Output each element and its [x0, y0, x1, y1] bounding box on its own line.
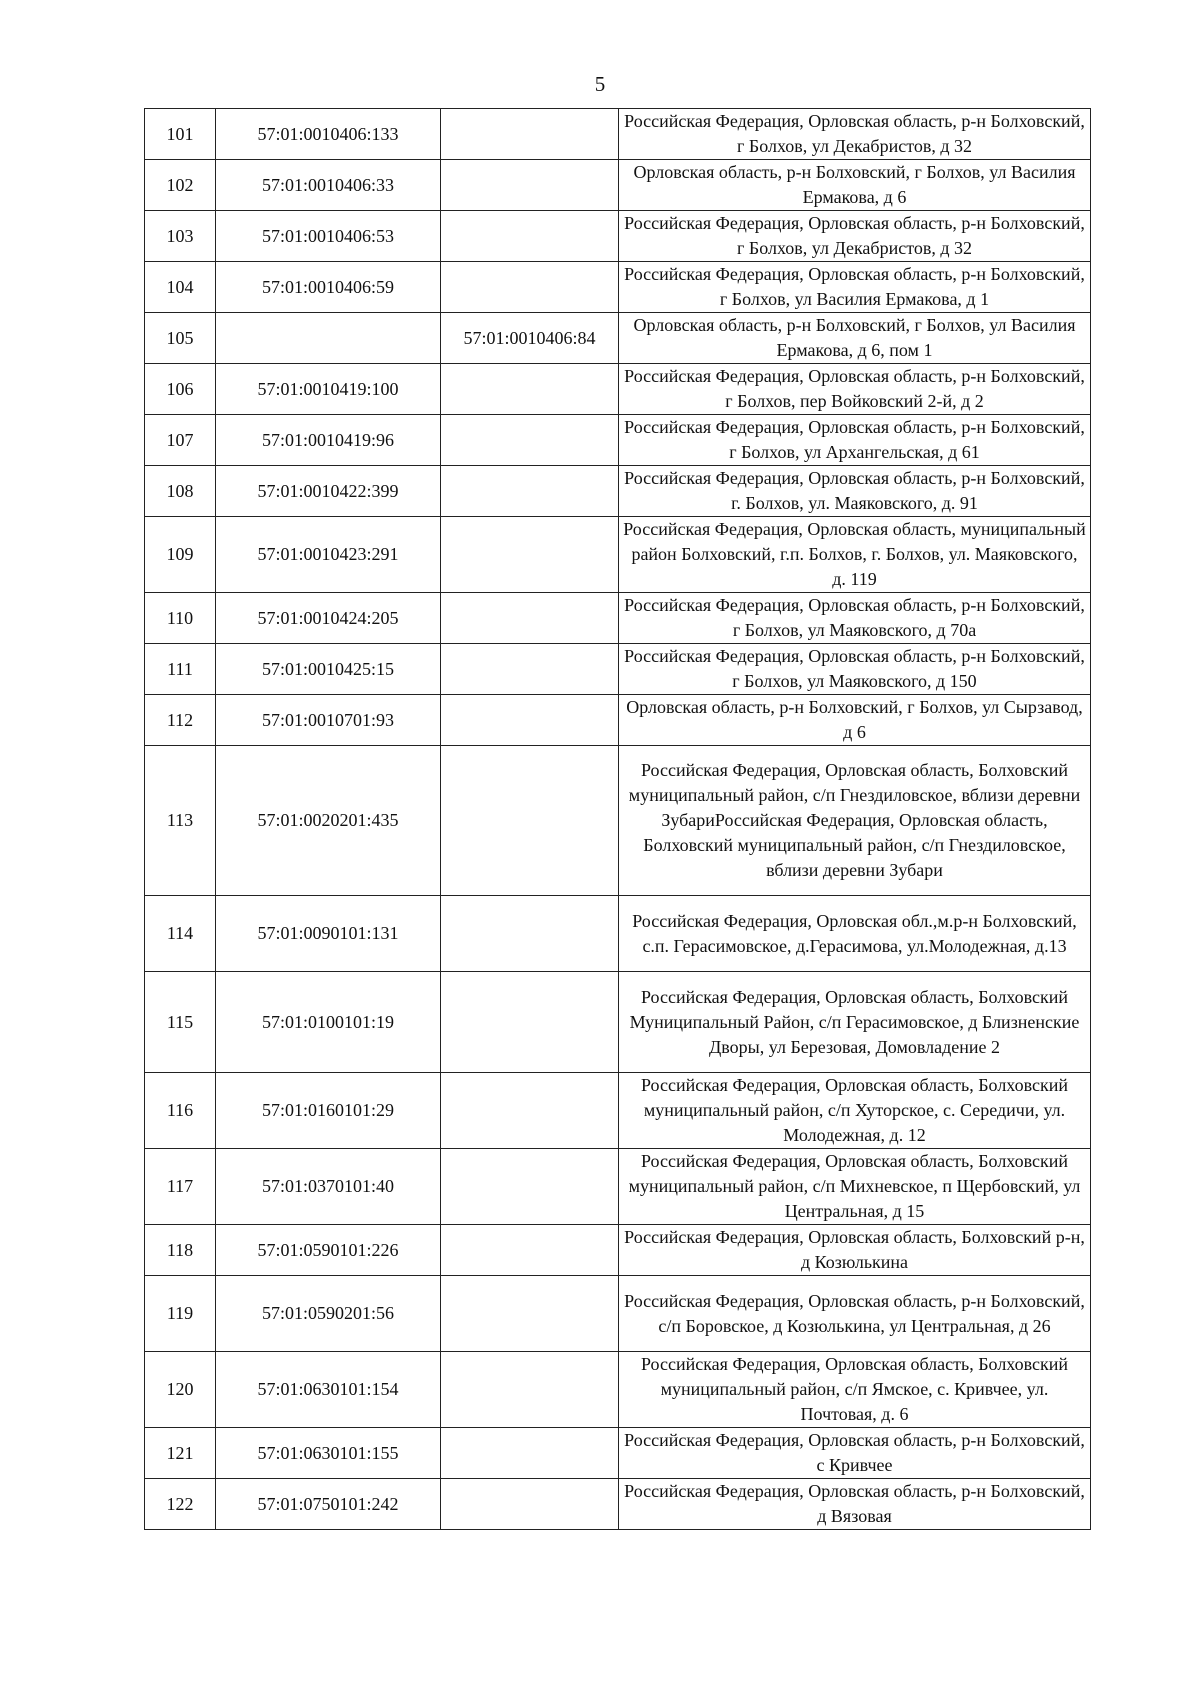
second-cadastral-number [441, 695, 619, 746]
second-cadastral-number [441, 364, 619, 415]
second-cadastral-number [441, 1225, 619, 1276]
row-number: 118 [145, 1225, 216, 1276]
address: Российская Федерация, Орловская обл.,м.р-н Болховский, с.п. Герасимовское, д.Герасимова, ул.Молодежная, д.13 [619, 896, 1091, 972]
table-row [145, 896, 1091, 972]
row-number: 119 [145, 1276, 216, 1352]
cadastral-number: 57:01:0010406:53 [216, 211, 441, 262]
cadastral-number: 57:01:0010406:133 [216, 109, 441, 160]
cadastral-number: 57:01:0370101:40 [216, 1149, 441, 1225]
row-number: 105 [145, 313, 216, 364]
second-cadastral-number [441, 415, 619, 466]
cadastral-number: 57:01:0010423:291 [216, 517, 441, 593]
address: Российская Федерация, Орловская область, р-н Болховский, г Болхов, ул Архангельская, д 61 [619, 415, 1091, 466]
second-cadastral-number [441, 1149, 619, 1225]
row-number: 113 [145, 746, 216, 896]
address: Российская Федерация, Орловская область, Болховский муниципальный район, с/п Хуторское, с. Середичи, ул. Молодежная, д. 12 [619, 1073, 1091, 1149]
row-number: 117 [145, 1149, 216, 1225]
second-cadastral-number [441, 1428, 619, 1479]
second-cadastral-number: 57:01:0010406:84 [441, 313, 619, 364]
row-number: 109 [145, 517, 216, 593]
table-row [145, 1149, 1091, 1225]
table-row [145, 746, 1091, 896]
table-row [145, 695, 1091, 746]
second-cadastral-number [441, 160, 619, 211]
address: Российская Федерация, Орловская область, р-н Болховский, г Болхов, ул Декабристов, д 32 [619, 109, 1091, 160]
cadastral-number: 57:01:0090101:131 [216, 896, 441, 972]
address: Орловская область, р-н Болховский, г Болхов, ул Сырзавод, д 6 [619, 695, 1091, 746]
cadastral-number: 57:01:0010419:100 [216, 364, 441, 415]
second-cadastral-number [441, 746, 619, 896]
row-number: 110 [145, 593, 216, 644]
table-row [145, 466, 1091, 517]
row-number: 115 [145, 972, 216, 1073]
table-row [145, 1479, 1091, 1530]
address: Орловская область, р-н Болховский, г Болхов, ул Василия Ермакова, д 6, пом 1 [619, 313, 1091, 364]
table-row [145, 1225, 1091, 1276]
cadastral-number: 57:01:0160101:29 [216, 1073, 441, 1149]
row-number: 114 [145, 896, 216, 972]
address: Российская Федерация, Орловская область, р-н Болховский, г Болхов, ул Декабристов, д 32 [619, 211, 1091, 262]
row-number: 122 [145, 1479, 216, 1530]
cadastral-number: 57:01:0630101:155 [216, 1428, 441, 1479]
row-number: 106 [145, 364, 216, 415]
row-number: 103 [145, 211, 216, 262]
cadastral-number: 57:01:0010406:33 [216, 160, 441, 211]
table-row [145, 109, 1091, 160]
page-number: 5 [594, 72, 606, 96]
second-cadastral-number [441, 972, 619, 1073]
table-row [145, 593, 1091, 644]
address: Российская Федерация, Орловская область, р-н Болховский, г. Болхов, ул. Маяковского, д. 91 [619, 466, 1091, 517]
second-cadastral-number [441, 644, 619, 695]
table-row [145, 1276, 1091, 1352]
table-row [145, 1073, 1091, 1149]
address: Российская Федерация, Орловская область, р-н Болховский, с/п Боровское, д Козюлькина, ул Центральная, д 26 [619, 1276, 1091, 1352]
second-cadastral-number [441, 517, 619, 593]
cadastral-number: 57:01:0010425:15 [216, 644, 441, 695]
cadastral-number: 57:01:0010406:59 [216, 262, 441, 313]
table-row [145, 364, 1091, 415]
row-number: 111 [145, 644, 216, 695]
address: Российская Федерация, Орловская область, Болховский Муниципальный Район, с/п Герасимовское, д Близненские Дворы, ул Березовая, Домовладение 2 [619, 972, 1091, 1073]
cadastral-number: 57:01:0010422:399 [216, 466, 441, 517]
table-row [145, 160, 1091, 211]
address: Российская Федерация, Орловская область, Болховский муниципальный район, с/п Ямское, с. Кривчее, ул. Почтовая, д. 6 [619, 1352, 1091, 1428]
row-number: 104 [145, 262, 216, 313]
address: Орловская область, р-н Болховский, г Болхов, ул Василия Ермакова, д 6 [619, 160, 1091, 211]
second-cadastral-number [441, 466, 619, 517]
cadastral-number: 57:01:0010424:205 [216, 593, 441, 644]
second-cadastral-number [441, 262, 619, 313]
cadastral-number: 57:01:0750101:242 [216, 1479, 441, 1530]
address: Российская Федерация, Орловская область, Болховский муниципальный район, с/п Михневское, п Щербовский, ул Центральная, д 15 [619, 1149, 1091, 1225]
second-cadastral-number [441, 211, 619, 262]
second-cadastral-number [441, 109, 619, 160]
address: Российская Федерация, Орловская область, р-н Болховский, г Болхов, ул Маяковского, д 70а [619, 593, 1091, 644]
address: Российская Федерация, Орловская область, р-н Болховский, д Вязовая [619, 1479, 1091, 1530]
address: Российская Федерация, Орловская область, Болховский муниципальный район, с/п Гнездиловское, вблизи деревни ЗубариРоссийская Федерация, Орловская область, Болховский муниципальный район, с/п Гнездиловское, вблизи деревни Зубари [619, 746, 1091, 896]
cadastral-number: 57:01:0020201:435 [216, 746, 441, 896]
row-number: 120 [145, 1352, 216, 1428]
row-number: 108 [145, 466, 216, 517]
second-cadastral-number [441, 1352, 619, 1428]
table-row [145, 1352, 1091, 1428]
table-row [145, 211, 1091, 262]
table-row [145, 415, 1091, 466]
second-cadastral-number [441, 896, 619, 972]
cadastral-table-body [145, 109, 1091, 1530]
address: Российская Федерация, Орловская область, муниципальный район Болховский, г.п. Болхов, г. Болхов, ул. Маяковского, д. 119 [619, 517, 1091, 593]
cadastral-number: 57:01:0590201:56 [216, 1276, 441, 1352]
table-row [145, 644, 1091, 695]
cadastral-number [216, 313, 441, 364]
address: Российская Федерация, Орловская область, Болховский р-н, д Козюлькина [619, 1225, 1091, 1276]
cadastral-number: 57:01:0100101:19 [216, 972, 441, 1073]
table-row [145, 517, 1091, 593]
row-number: 121 [145, 1428, 216, 1479]
row-number: 102 [145, 160, 216, 211]
row-number: 101 [145, 109, 216, 160]
row-number: 116 [145, 1073, 216, 1149]
cadastral-number: 57:01:0590101:226 [216, 1225, 441, 1276]
address: Российская Федерация, Орловская область, р-н Болховский, с Кривчее [619, 1428, 1091, 1479]
cadastral-number: 57:01:0010419:96 [216, 415, 441, 466]
table-row [145, 262, 1091, 313]
address: Российская Федерация, Орловская область, р-н Болховский, г Болхов, ул Василия Ермакова, д 1 [619, 262, 1091, 313]
cadastral-number: 57:01:0630101:154 [216, 1352, 441, 1428]
cadastral-table [144, 108, 1091, 1530]
row-number: 112 [145, 695, 216, 746]
table-row [145, 313, 1091, 364]
address: Российская Федерация, Орловская область, р-н Болховский, г Болхов, пер Войковский 2-й, д 2 [619, 364, 1091, 415]
second-cadastral-number [441, 1479, 619, 1530]
second-cadastral-number [441, 1073, 619, 1149]
row-number: 107 [145, 415, 216, 466]
table-row [145, 1428, 1091, 1479]
second-cadastral-number [441, 593, 619, 644]
second-cadastral-number [441, 1276, 619, 1352]
cadastral-number: 57:01:0010701:93 [216, 695, 441, 746]
address: Российская Федерация, Орловская область, р-н Болховский, г Болхов, ул Маяковского, д 150 [619, 644, 1091, 695]
table-row [145, 972, 1091, 1073]
